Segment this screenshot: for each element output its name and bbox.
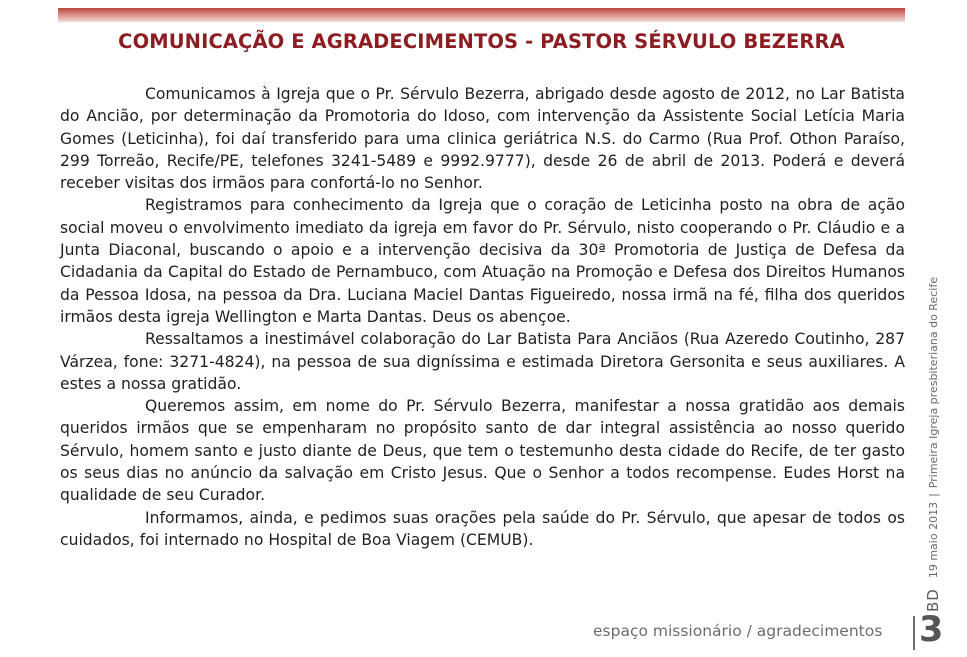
- church-name: Primeira Igreja presbiteriana do Recife: [926, 277, 940, 489]
- page-number: 3: [919, 610, 944, 650]
- paragraph-3: Ressaltamos a inestimável colaboração do Lar Batista Para Anciãos (Rua Azeredo Coutinho, 287 Várzea, fone: 3271-4824), na pessoa de sua digníssima e estimada Diretora Gersonita e seus auxiliares. A estes a nossa gratidão.: [60, 330, 905, 393]
- footer-divider: [913, 616, 915, 650]
- sidebar-caption: [924, 277, 942, 612]
- article-body: [60, 83, 905, 551]
- paragraph-4: Queremos assim, em nome do Pr. Sérvulo Bezerra, manifestar a nossa gratidão aos demais queridos irmãos que se empenharam no propósito santo de dar integral assistência ao nosso querido Sérvulo, homem santo e justo diante de Deus, que tem o testemunho desta cidade do Recife, de ter gasto os seus dias no anúncio da salvação em Cristo Jesus. Que o Senhor a todos recompense. Eudes Horst na qualidade de seu Curador.: [60, 397, 905, 505]
- issue-date: 19 maio 2013: [926, 501, 940, 579]
- paragraph-1: Comunicamos à Igreja que o Pr. Sérvulo Bezerra, abrigado desde agosto de 2012, no Lar Batista do Ancião, por determinação da Promotoria do Idoso, com intervenção da Assistente Social Letícia Maria Gomes (Leticinha), foi daí transferido para uma clinica geriátrica N.S. do Carmo (Rua Prof. Othon Paraíso, 299 Torreão, Recife/PE, telefones 3241-5489 e 9992.9777), desde 26 de abril de 2013. Poderá e deverá receber visitas dos irmãos para confortá-lo no Senhor.: [60, 85, 905, 193]
- paragraph-5: Informamos, ainda, e pedimos suas orações pela saúde do Pr. Sérvulo, que apesar de todos os cuidados, foi internado no Hospital de Boa Viagem (CEMUB).: [60, 508, 905, 549]
- paragraph-2: Registramos para conhecimento da Igreja que o coração de Leticinha posto na obra de ação social moveu o envolvimento imediato da igreja em favor do Pr. Sérvulo, nisto cooperando o Pr. Cláudio e a Junta Diaconal, buscando o apoio e a intervenção decisiva da 30ª Promotoria de Justiça de Defesa da Cidadania da Capital do Estado de Pernambuco, com Atuação na Promoção e Defesa dos Direitos Humanos da Pessoa Idosa, na pessoa da Dra. Luciana Maciel Dantas Figueiredo, nossa irmã na fé, filha dos queridos irmãos desta igreja Wellington e Marta Dantas. Deus os abençoe.: [60, 196, 905, 326]
- header-band: [58, 8, 905, 22]
- caption-separator: |: [926, 493, 940, 497]
- section-label: espaço missionário / agradecimentos: [593, 622, 883, 640]
- bulletin-label: BD: [924, 588, 942, 612]
- article-title: COMUNICAÇÃO E AGRADECIMENTOS - PASTOR SÉRVULO BEZERRA: [118, 30, 845, 53]
